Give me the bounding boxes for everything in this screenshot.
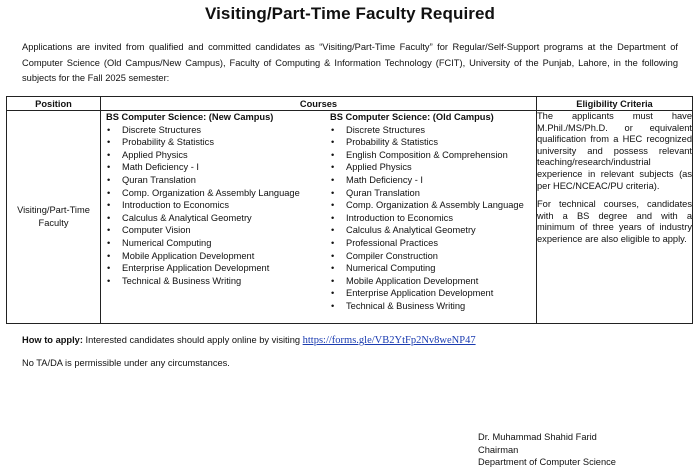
position-cell: Visiting/Part-Time Faculty: [7, 111, 101, 324]
ta-da-note: No TA/DA is permissible under any circumstances.: [22, 358, 230, 368]
signature-block: [478, 431, 616, 469]
course-item: • Quran Translation: [106, 174, 330, 187]
how-to-apply: [22, 335, 476, 346]
courses-cell: [101, 111, 537, 324]
new-campus-column: [101, 111, 330, 313]
header-courses: Courses: [101, 97, 537, 111]
new-campus-course-list: [106, 124, 330, 288]
course-item: • English Composition & Comprehension: [330, 149, 530, 162]
how-to-apply-text: Interested candidates should apply online by visiting: [85, 335, 301, 345]
eligibility-cell: [537, 111, 693, 324]
course-item: • Mobile Application Development: [330, 275, 530, 288]
course-item: • Calculus & Analytical Geometry: [106, 212, 330, 225]
signatory-department: Department of Computer Science: [478, 457, 616, 467]
course-item: • Introduction to Economics: [106, 199, 330, 212]
how-to-apply-label: How to apply:: [22, 335, 83, 345]
course-item: • Quran Translation: [330, 187, 530, 200]
table-row: [7, 111, 693, 324]
course-item: • Numerical Computing: [330, 262, 530, 275]
new-campus-heading: BS Computer Science: (New Campus): [106, 112, 274, 122]
course-item: • Computer Vision: [106, 224, 330, 237]
course-item: • Discrete Structures: [330, 124, 530, 137]
old-campus-course-list: [330, 124, 530, 313]
course-item: • Numerical Computing: [106, 237, 330, 250]
course-item: • Compiler Construction: [330, 250, 530, 263]
course-item: • Enterprise Application Development: [106, 262, 330, 275]
intro-paragraph: Applications are invited from qualified and committed candidates as “Visiting/Part-Time Faculty” for Regular/Self-Support programs at the Department of Computer Science (Old Campus/New Campus), Faculty of Computing & Information Technology (FCIT), University of the Punjab, Lahore, in the following subjects for the Fall 2025 semester:: [22, 42, 678, 84]
header-position: Position: [7, 97, 101, 111]
eligibility-paragraph: The applicants must have M.Phil./MS/Ph.D. or equivalent qualification from a HEC recognized university and possess relevant teaching/research/industrial experience in relevant subjects (as per HEC/NCEAC/PU criteria).: [537, 111, 692, 191]
page-title: Visiting/Part-Time Faculty Required: [204, 4, 496, 23]
signatory-designation: Chairman: [478, 444, 519, 455]
course-item: • Introduction to Economics: [330, 212, 530, 225]
old-campus-column: [330, 111, 530, 313]
course-item: • Calculus & Analytical Geometry: [330, 224, 530, 237]
course-item: • Comp. Organization & Assembly Language: [330, 199, 530, 212]
course-item: • Applied Physics: [330, 161, 530, 174]
application-form-link[interactable]: https://forms.gle/VB2YtFp2Nv8weNP47: [302, 335, 476, 346]
course-item: • Probability & Statistics: [106, 136, 330, 149]
course-item: • Math Deficiency - I: [106, 161, 330, 174]
course-item: • Technical & Business Writing: [106, 275, 330, 288]
course-item: • Enterprise Application Development: [330, 287, 530, 300]
course-item: • Applied Physics: [106, 149, 330, 162]
faculty-table: [6, 96, 693, 324]
eligibility-paragraph: For technical courses, candidates with a BS degree and with a minimum of three years of industry experience are also eligible to apply.: [537, 199, 692, 244]
course-item: • Comp. Organization & Assembly Language: [106, 187, 330, 200]
course-item: • Professional Practices: [330, 237, 530, 250]
course-item: • Probability & Statistics: [330, 136, 530, 149]
course-item: • Math Deficiency - I: [330, 174, 530, 187]
old-campus-heading: BS Computer Science: (Old Campus): [330, 112, 494, 122]
signatory-name: Dr. Muhammad Shahid Farid: [478, 432, 597, 442]
course-item: • Mobile Application Development: [106, 250, 330, 263]
course-item: • Technical & Business Writing: [330, 300, 530, 313]
header-eligibility: Eligibility Criteria: [537, 97, 693, 111]
course-item: • Discrete Structures: [106, 124, 330, 137]
table-header-row: [7, 97, 693, 111]
